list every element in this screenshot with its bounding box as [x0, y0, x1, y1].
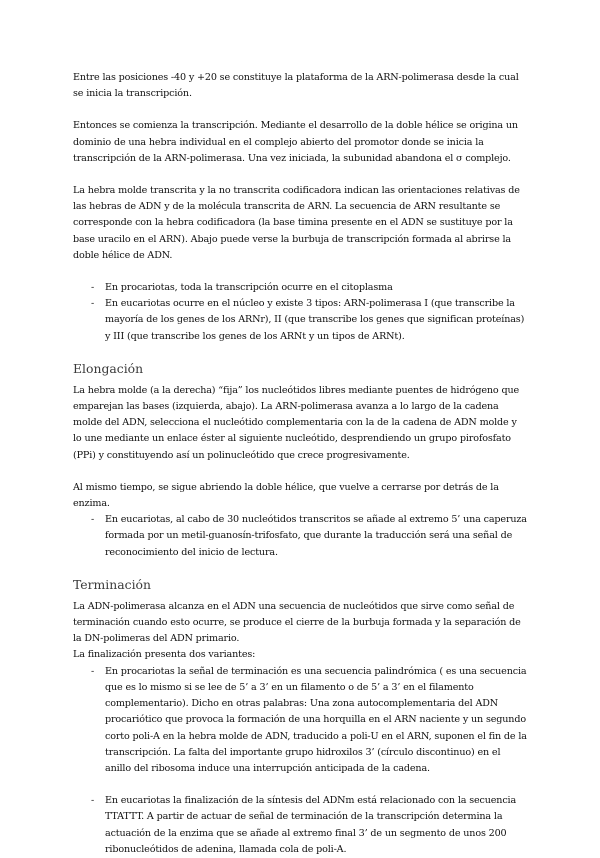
- list-item: - En eucariotas la finalización de la síntesis del ADNm está relacionado con la secuencia TTATTT. A partir de actuar de señal de terminación de la transcripción determina la actuación de la enzima que se añade al extremo final 3’ de un segmento de unos 200 ribonucleótidos de adenina, llamada cola de poli-A.: [105, 793, 528, 858]
- list-item: - En procariotas la señal de terminación es una secuencia palindrómica ( es una secuencia que es lo mismo si se lee de 5’ a 3’ en un filamento o de 5’ a 3’ en el filamento complementario). Dicho en otras palabras: Una zona autocomplementaria del ADN procariótico que provoca la formación de una horquilla en el ARN naciente y un segundo corto poli-A en la hebra molde de ADN, traducido a poli-U en el ARN, suponen el fin de la transcripción. La falta del importante grupo hidroxilos 3’ (círculo discontinuo) en el anillo del ribosoma induce una interrupción anticipada de la cadena.: [105, 664, 528, 777]
- section-heading-terminacion: Terminación: [73, 576, 151, 592]
- terminacion-paragraph-2: La finalización presenta dos variantes:: [73, 649, 256, 661]
- elongacion-bullet-list: [73, 512, 528, 561]
- section-heading-elongacion: Elongación: [73, 360, 144, 376]
- list-item: - En eucariotas, al cabo de 30 nucleótidos transcritos se añade al extremo 5’ una caperuza formada por un metil-guanosín-trifosfato, que durante la traducción será una señal de reconocimiento del inicio de lectura.: [105, 512, 528, 561]
- intro-paragraph-3: La hebra molde transcrita y la no transcrita codificadora indican las orientaciones relativas de las hebras de ADN y de la molécula transcrita de ARN. La secuencia de ARN resultante se corresponde con la hebra codificadora (la base timina presente en el ADN se sustituye por la base uracilo en el ARN). Abajo puede verse la burbuja de transcripción formada al abrirse la doble hélice de ADN.: [73, 185, 520, 261]
- elongacion-paragraph-2: Al mismo tiempo, se sigue abriendo la doble hélice, que vuelve a cerrarse por detrás de la enzima.: [73, 481, 499, 510]
- elongacion-paragraph-1: La hebra molde (a la derecha) “fija” los nucleótidos libres mediante puentes de hidrógeno que emparejan las bases (izquierda, abajo). La ARN-polimerasa avanza a lo largo de la cadena molde del ADN, selecciona el nucleótido complementaria con la de la cadena de ADN molde y lo une mediante un enlace éster al siguiente nucleótido, desprendiendo un grupo pirofosfato (PPi) y constituyendo así un polinucleótido que crece progresivamente.: [73, 384, 520, 461]
- intro-paragraph-1: Entre las posiciones -40 y +20 se constituye la plataforma de la ARN-polimerasa desde la cual se inicia la transcripción.: [73, 72, 519, 100]
- terminacion-bullet-list: [73, 664, 528, 858]
- list-item: - En procariotas, toda la transcripción ocurre en el citoplasma: [105, 280, 528, 296]
- list-item: - En eucariotas ocurre en el núcleo y existe 3 tipos: ARN-polimerasa I (que transcribe la mayoría de los genes de los ARNr), II (que transcribe los genes que significan proteínas) y III (que transcribe los genes de los ARNt y un tipos de ARNt).: [105, 296, 528, 345]
- intro-bullet-list: [73, 280, 528, 345]
- intro-paragraph-2: Entonces se comienza la transcripción. Mediante el desarrollo de la doble hélice se origina un dominio de una hebra individual en el complejo abierto del promotor donde se inicia la transcripción de la ARN-polimerasa. Una vez iniciada, la subunidad abandona el σ complejo.: [73, 120, 518, 164]
- terminacion-paragraph-1: La ADN-polimerasa alcanza en el ADN una secuencia de nucleótidos que sirve como señal de terminación cuando esto ocurre, se produce el cierre de la burbuja formada y la separación de la DN-polimeras del ADN primario.: [73, 600, 521, 645]
